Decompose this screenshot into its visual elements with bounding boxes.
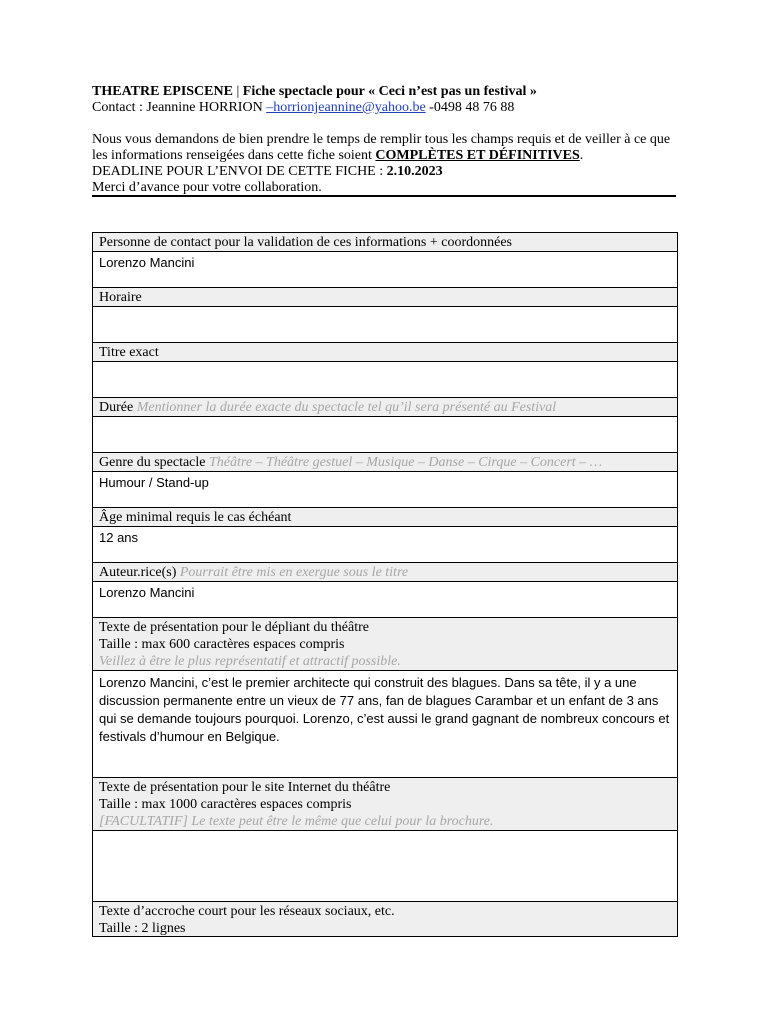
deadline-label: DEADLINE POUR L’ENVOI DE CETTE FICHE : <box>92 164 387 179</box>
intro-text: Nous vous demandons de bien prendre le temps de remplir tous les champs requis et de veiller à ce que les informations renseigées dans cette fiche soient <box>92 132 671 163</box>
form-title: Fiche spectacle pour « Ceci n’est pas un festival » <box>242 84 537 99</box>
accroche-label-block <box>93 902 677 936</box>
contact-email-link[interactable]: –horrionjeannine@yahoo.be <box>266 100 426 115</box>
auteur-field[interactable]: Lorenzo Mancini <box>93 582 677 618</box>
intro-end: . <box>579 148 584 163</box>
theatre-name: THEATRE EPISCENE <box>92 84 233 99</box>
age-label: Âge minimal requis le cas échéant <box>93 508 677 527</box>
genre-label-row <box>93 453 677 472</box>
duree-field[interactable] <box>93 417 677 453</box>
depliant-hint: Veillez à être le plus représentatif et attractif possible. <box>99 654 401 669</box>
title-separator: | <box>232 84 243 99</box>
intro-emphasis: COMPLÈTES ET DÉFINITIVES <box>375 148 580 163</box>
auteur-label-row <box>93 563 677 582</box>
accroche-label: Texte d’accroche court pour les réseaux sociaux, etc. <box>99 904 395 919</box>
site-field[interactable] <box>93 831 677 902</box>
depliant-size: Taille : max 600 caractères espaces compris <box>99 637 345 652</box>
contact-line <box>92 100 676 116</box>
contact-field[interactable]: Lorenzo Mancini <box>93 252 677 288</box>
depliant-label: Texte de présentation pour le dépliant du théâtre <box>99 620 369 635</box>
site-label: Texte de présentation pour le site Internet du théâtre <box>99 780 391 795</box>
site-hint: [FACULTATIF] Le texte peut être le même que celui pour la brochure. <box>99 814 494 829</box>
duree-label: Durée <box>99 400 134 415</box>
genre-hint: Théâtre – Théâtre gestuel – Musique – Danse – Cirque – Concert – … <box>209 455 603 470</box>
header-divider <box>92 195 676 197</box>
accroche-size: Taille : 2 lignes <box>99 921 186 936</box>
document-title <box>92 84 676 100</box>
contact-phone: -0498 48 76 88 <box>425 100 515 115</box>
horaire-field[interactable] <box>93 307 677 343</box>
deadline-date: 2.10.2023 <box>386 164 443 179</box>
thanks-line: Merci d’avance pour votre collaboration. <box>92 180 322 195</box>
duree-hint: Mentionner la durée exacte du spectacle tel qu’il sera présenté au Festival <box>136 400 557 415</box>
depliant-field[interactable]: Lorenzo Mancini, c’est le premier architecte qui construit des blagues. Dans sa tête, il y a une discussion permanente entre un vieux de 77 ans, fan de blagues Carambar et un enfant de 3 ans qui se demande toujours pourquoi. Lorenzo, c’est aussi le grand gagnant de nombreux concours et festivals d’humour en Belgique. <box>93 671 677 778</box>
age-field[interactable]: 12 ans <box>93 527 677 563</box>
site-label-block <box>93 778 677 831</box>
titre-field[interactable] <box>93 362 677 398</box>
duree-label-row <box>93 398 677 417</box>
titre-label: Titre exact <box>93 343 677 362</box>
horaire-label: Horaire <box>93 288 677 307</box>
deadline-line <box>92 164 676 180</box>
site-size: Taille : max 1000 caractères espaces compris <box>99 797 352 812</box>
genre-label: Genre du spectacle <box>99 455 206 470</box>
intro-paragraph <box>92 132 676 164</box>
auteur-hint: Pourrait être mis en exergue sous le titre <box>179 565 409 580</box>
document-header <box>92 84 676 196</box>
auteur-label: Auteur.rice(s) <box>99 565 177 580</box>
genre-field[interactable]: Humour / Stand-up <box>93 472 677 508</box>
contact-name: Contact : Jeannine HORRION <box>92 100 267 115</box>
info-form <box>92 232 678 937</box>
depliant-label-block <box>93 618 677 671</box>
contact-label: Personne de contact pour la validation de ces informations + coordonnées <box>93 233 677 252</box>
